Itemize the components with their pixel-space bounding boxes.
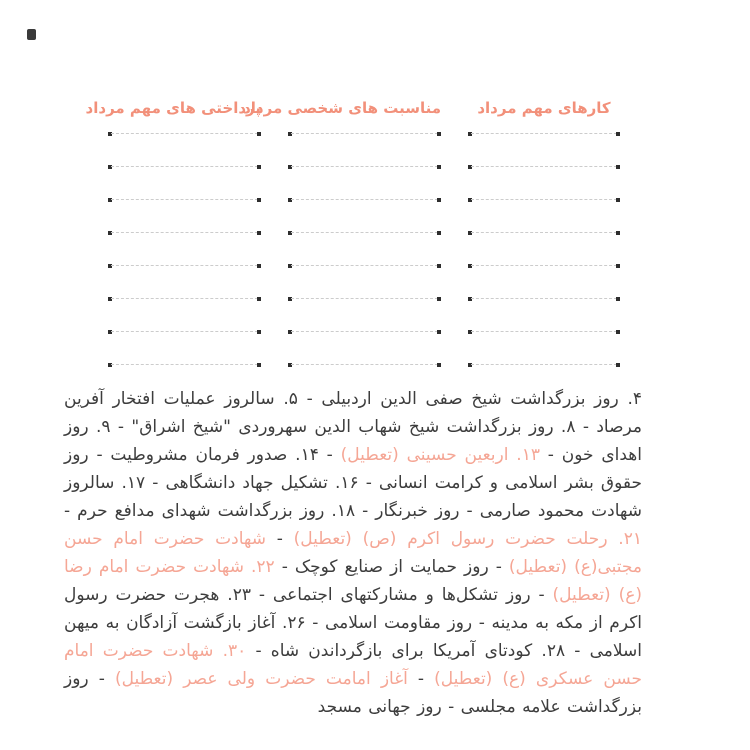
writing-lines-payments <box>108 122 261 366</box>
column-important-tasks <box>468 98 620 366</box>
planner-columns-section <box>85 98 620 366</box>
writing-line <box>468 333 620 366</box>
holiday-event-text: ۲۲. شهادت حضرت امام رضا (ع) (تعطیل) <box>64 557 642 605</box>
dashed-line <box>471 133 617 134</box>
dashed-line <box>291 298 438 299</box>
writing-line <box>468 300 620 333</box>
dashed-line <box>291 133 438 134</box>
holiday-event-text: ۳۰. شهادت حضرت امام حسن عسکری (ع) (تعطیل) <box>64 641 643 689</box>
dashed-line <box>291 265 438 266</box>
writing-line <box>468 122 620 135</box>
dashed-line <box>471 166 617 167</box>
writing-line <box>288 300 441 333</box>
month-events-paragraph <box>64 385 642 721</box>
column-header-important-payments: پرداختی های مهم مرداد <box>85 99 261 117</box>
event-text: ۴. روز بزرگداشت شیخ صفی الدین اردبیلی - ۵. سالروز عملیات افتخار آفرین مرصاد - ۸. روز بزرگداشت شیخ شهاب الدین سهروردی "شیخ اشراق" - ۹. روز اهدای خون - <box>64 389 642 465</box>
column-header-important-tasks: کارهای مهم مرداد <box>477 99 611 117</box>
corner-mark <box>27 29 36 40</box>
writing-lines-occasions <box>288 122 441 366</box>
writing-lines-tasks <box>468 122 620 366</box>
writing-line <box>108 333 261 366</box>
dashed-line <box>111 199 258 200</box>
dashed-line <box>111 133 258 134</box>
writing-line <box>468 201 620 234</box>
writing-line <box>288 122 441 135</box>
planner-page <box>64 0 642 738</box>
writing-line <box>108 300 261 333</box>
dashed-line <box>111 166 258 167</box>
dashed-line <box>471 265 617 266</box>
writing-line <box>288 234 441 267</box>
writing-line <box>288 135 441 168</box>
writing-line <box>288 201 441 234</box>
event-text: - <box>265 529 294 549</box>
writing-line <box>468 135 620 168</box>
event-text: - روز تشکل‌ها و مشارکتهای اجتماعی - ۲۳. هجرت حضرت رسول اکرم از مکه به مدینه - روز مقاومت اسلامی - ۲۶. آغاز بازگشت آزادگان به میهن اسلامی - ۲۸. کودتای آمریکا برای بازگرداندن شاه - <box>64 585 643 661</box>
dashed-line <box>471 232 617 233</box>
dashed-line <box>471 298 617 299</box>
column-header-personal-occasions: مناسبت های شخصی مرداد <box>243 99 441 117</box>
dashed-line <box>111 265 258 266</box>
holiday-event-text: آغاز امامت حضرت ولی عصر (تعطیل) <box>114 669 408 689</box>
writing-line <box>108 234 261 267</box>
writing-line <box>108 267 261 300</box>
dashed-line <box>111 364 258 365</box>
dashed-line <box>291 199 438 200</box>
event-text: - روز بزرگداشت علامه مجلسی - روز جهانی مسجد <box>64 669 642 717</box>
writing-line <box>108 135 261 168</box>
writing-line <box>468 168 620 201</box>
writing-line <box>288 267 441 300</box>
dashed-line <box>291 166 438 167</box>
column-important-payments <box>85 98 261 366</box>
writing-line <box>288 168 441 201</box>
dashed-line <box>111 298 258 299</box>
dashed-line <box>291 232 438 233</box>
event-text: - ۱۴. صدور فرمان مشروطیت - روز حقوق بشر اسلامی و کرامت انسانی - ۱۶. تشکیل جهاد دانشگاهی - ۱۷. سالروز شهادت محمود صارمی - روز خبرنگار - ۱۸. روز بزرگداشت شهدای مدافع حرم - <box>64 445 642 521</box>
holiday-event-text: شهادت حضرت امام حسن مجتبی(ع) (تعطیل) <box>64 529 643 577</box>
writing-line <box>468 267 620 300</box>
holiday-event-text: ۱۳. اربعین حسینی (تعطیل) <box>340 445 540 465</box>
writing-line <box>108 122 261 135</box>
dashed-line <box>291 364 438 365</box>
column-personal-occasions <box>243 98 441 366</box>
dashed-line <box>471 331 617 332</box>
writing-line <box>108 201 261 234</box>
holiday-event-text: ۲۱. رحلت حضرت رسول اکرم (ص) (تعطیل) <box>293 529 642 549</box>
dashed-line <box>111 331 258 332</box>
dashed-line <box>111 232 258 233</box>
writing-line <box>108 168 261 201</box>
writing-line <box>288 333 441 366</box>
dashed-line <box>471 364 617 365</box>
dashed-line <box>471 199 617 200</box>
dashed-line <box>291 331 438 332</box>
event-text: - <box>407 669 435 689</box>
writing-line <box>468 234 620 267</box>
event-text: - روز حمایت از صنایع کوچک - <box>274 557 509 577</box>
